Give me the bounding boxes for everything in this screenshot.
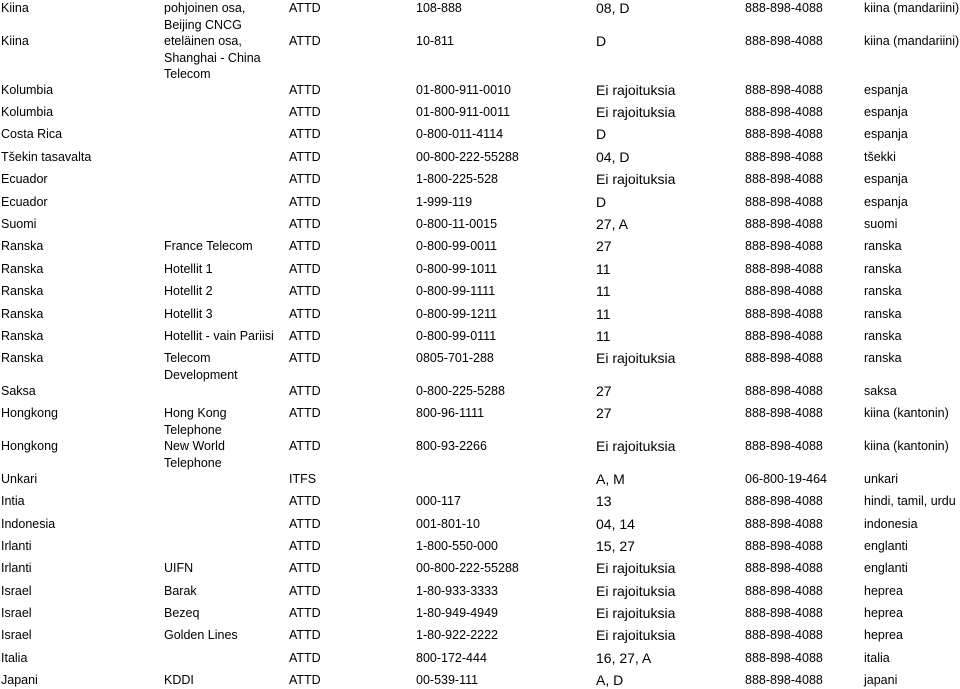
callback-number-cell: 888-898-4088 bbox=[745, 217, 823, 231]
service-type-cell: ATTD bbox=[289, 172, 321, 186]
restriction-cell: 11 bbox=[596, 283, 611, 299]
country-cell: Saksa bbox=[1, 384, 36, 398]
language-cell: ranska bbox=[864, 351, 902, 365]
country-cell: Ranska bbox=[1, 351, 44, 365]
access-number-cell: 800-96-1111 bbox=[416, 406, 485, 420]
language-cell: tšekki bbox=[864, 150, 896, 164]
restriction-cell: A, M bbox=[596, 471, 625, 487]
language-cell: heprea bbox=[864, 628, 903, 642]
access-number-cell: 0-800-99-0111 bbox=[416, 329, 497, 343]
language-cell: saksa bbox=[864, 384, 897, 398]
callback-number-cell: 06-800-19-464 bbox=[745, 472, 828, 486]
language-cell: ranska bbox=[864, 307, 902, 321]
access-number-cell: 01-800-911-0010 bbox=[416, 83, 511, 97]
callback-number-cell: 888-898-4088 bbox=[745, 439, 823, 453]
callback-number-cell: 888-898-4088 bbox=[745, 561, 823, 575]
restriction-cell: 27 bbox=[596, 405, 612, 421]
callback-number-cell: 888-898-4088 bbox=[745, 239, 823, 253]
service-type-cell: ATTD bbox=[289, 195, 321, 209]
service-type-cell: ATTD bbox=[289, 584, 321, 598]
language-cell: ranska bbox=[864, 329, 902, 343]
language-cell: indonesia bbox=[864, 517, 918, 531]
restriction-cell: 11 bbox=[596, 328, 611, 344]
language-cell: espanja bbox=[864, 83, 908, 97]
service-type-cell: ATTD bbox=[289, 673, 321, 687]
access-number-cell: 1-800-225-528 bbox=[416, 172, 499, 186]
country-cell: Kolumbia bbox=[1, 105, 54, 119]
operator-cell: Golden Lines bbox=[164, 628, 238, 642]
service-type-cell: ATTD bbox=[289, 439, 321, 453]
callback-number-cell: 888-898-4088 bbox=[745, 628, 823, 642]
country-cell: Israel bbox=[1, 584, 32, 598]
country-cell: Intia bbox=[1, 494, 25, 508]
operator-cell: Hotellit 2 bbox=[164, 284, 213, 298]
access-number-cell: 1-80-922-2222 bbox=[416, 628, 499, 642]
restriction-cell: 16, 27, A bbox=[596, 650, 652, 666]
access-number-cell: 0-800-99-1111 bbox=[416, 284, 496, 298]
language-cell: heprea bbox=[864, 584, 903, 598]
callback-number-cell: 888-898-4088 bbox=[745, 127, 823, 141]
callback-number-cell: 888-898-4088 bbox=[745, 262, 823, 276]
language-cell: espanja bbox=[864, 172, 908, 186]
service-type-cell: ATTD bbox=[289, 127, 321, 141]
operator-cell: pohjoinen osa, Beijing CNCG bbox=[164, 1, 246, 32]
access-number-cell: 1-80-949-4949 bbox=[416, 606, 499, 620]
country-cell: Hongkong bbox=[1, 439, 58, 453]
country-cell: Irlanti bbox=[1, 539, 32, 553]
country-cell: Ranska bbox=[1, 329, 44, 343]
operator-cell: KDDI bbox=[164, 673, 194, 687]
operator-cell: eteläinen osa, Shanghai - China Telecom bbox=[164, 34, 261, 81]
restriction-cell: Ei rajoituksia bbox=[596, 350, 676, 366]
restriction-cell: 27 bbox=[596, 238, 612, 254]
callback-number-cell: 888-898-4088 bbox=[745, 150, 823, 164]
language-cell: kiina (kantonin) bbox=[864, 439, 949, 453]
restriction-cell: 15, 27 bbox=[596, 538, 635, 554]
service-type-cell: ATTD bbox=[289, 217, 321, 231]
service-type-cell: ATTD bbox=[289, 329, 321, 343]
country-cell: Israel bbox=[1, 606, 32, 620]
country-cell: Costa Rica bbox=[1, 127, 63, 141]
access-number-cell: 000-117 bbox=[416, 494, 461, 508]
country-cell: Israel bbox=[1, 628, 32, 642]
language-cell: ranska bbox=[864, 284, 902, 298]
access-number-cell: 00-539-111 bbox=[416, 673, 479, 687]
service-type-cell: ATTD bbox=[289, 517, 321, 531]
country-cell: Ecuador bbox=[1, 195, 48, 209]
service-type-cell: ATTD bbox=[289, 561, 321, 575]
service-type-cell: ATTD bbox=[289, 239, 321, 253]
callback-number-cell: 888-898-4088 bbox=[745, 172, 823, 186]
access-number-cell: 01-800-911-0011 bbox=[416, 105, 511, 119]
restriction-cell: D bbox=[596, 194, 607, 210]
service-type-cell: ATTD bbox=[289, 262, 321, 276]
language-cell: suomi bbox=[864, 217, 898, 231]
country-cell: Ranska bbox=[1, 284, 44, 298]
access-number-cell: 00-800-222-55288 bbox=[416, 561, 519, 575]
language-cell: italia bbox=[864, 651, 890, 665]
country-cell: Ranska bbox=[1, 307, 44, 321]
restriction-cell: 04, D bbox=[596, 149, 630, 165]
operator-cell: UIFN bbox=[164, 561, 194, 575]
operator-cell: Hotellit 3 bbox=[164, 307, 213, 321]
restriction-cell: 11 bbox=[596, 306, 611, 322]
access-number-cell: 0-800-99-0011 bbox=[416, 239, 498, 253]
callback-number-cell: 888-898-4088 bbox=[745, 406, 823, 420]
language-cell: kiina (mandariini) bbox=[864, 1, 960, 15]
callback-number-cell: 888-898-4088 bbox=[745, 284, 823, 298]
restriction-cell: Ei rajoituksia bbox=[596, 171, 676, 187]
access-number-cell: 0-800-011-4114 bbox=[416, 127, 504, 141]
language-cell: ranska bbox=[864, 239, 902, 253]
service-type-cell: ATTD bbox=[289, 150, 321, 164]
callback-number-cell: 888-898-4088 bbox=[745, 606, 823, 620]
language-cell: englanti bbox=[864, 561, 908, 575]
country-cell: Kiina bbox=[1, 34, 29, 48]
restriction-cell: Ei rajoituksia bbox=[596, 605, 676, 621]
restriction-cell: A, D bbox=[596, 672, 624, 688]
restriction-cell: Ei rajoituksia bbox=[596, 104, 676, 120]
callback-number-cell: 888-898-4088 bbox=[745, 494, 823, 508]
service-type-cell: ATTD bbox=[289, 307, 321, 321]
language-cell: ranska bbox=[864, 262, 902, 276]
restriction-cell: 08, D bbox=[596, 0, 630, 16]
access-number-cell: 1-999-119 bbox=[416, 195, 473, 209]
operator-cell: France Telecom bbox=[164, 239, 253, 253]
restriction-cell: 04, 14 bbox=[596, 516, 635, 532]
service-type-cell: ATTD bbox=[289, 34, 321, 48]
country-cell: Unkari bbox=[1, 472, 38, 486]
callback-number-cell: 888-898-4088 bbox=[745, 307, 823, 321]
country-cell: Indonesia bbox=[1, 517, 56, 531]
service-type-cell: ATTD bbox=[289, 494, 321, 508]
access-number-cell: 1-800-550-000 bbox=[416, 539, 499, 553]
access-number-cell: 0-800-225-5288 bbox=[416, 384, 505, 398]
access-number-cell: 0-800-99-1211 bbox=[416, 307, 498, 321]
restriction-cell: 27 bbox=[596, 383, 612, 399]
language-cell: hindi, tamil, urdu bbox=[864, 494, 956, 508]
operator-cell: Hong Kong Telephone bbox=[164, 406, 227, 437]
language-cell: kiina (kantonin) bbox=[864, 406, 949, 420]
operator-cell: Telecom Development bbox=[164, 351, 238, 382]
country-cell: Tšekin tasavalta bbox=[1, 150, 92, 164]
service-type-cell: ATTD bbox=[289, 606, 321, 620]
service-type-cell: ATTD bbox=[289, 651, 321, 665]
country-cell: Hongkong bbox=[1, 406, 58, 420]
restriction-cell: 11 bbox=[596, 261, 611, 277]
callback-number-cell: 888-898-4088 bbox=[745, 651, 823, 665]
operator-cell: Hotellit - vain Pariisi bbox=[164, 329, 274, 343]
operator-cell: Bezeq bbox=[164, 606, 200, 620]
callback-number-cell: 888-898-4088 bbox=[745, 195, 823, 209]
access-number-cell: 0805-701-288 bbox=[416, 351, 494, 365]
access-number-cell: 800-93-2266 bbox=[416, 439, 487, 453]
restriction-cell: Ei rajoituksia bbox=[596, 583, 676, 599]
operator-cell: Barak bbox=[164, 584, 197, 598]
service-type-cell: ITFS bbox=[289, 472, 317, 486]
restriction-cell: 27, A bbox=[596, 216, 628, 232]
access-number-cell: 10-811 bbox=[416, 34, 454, 48]
access-number-cell: 0-800-99-1011 bbox=[416, 262, 498, 276]
access-number-cell: 1-80-933-3333 bbox=[416, 584, 499, 598]
callback-number-cell: 888-898-4088 bbox=[745, 105, 823, 119]
service-type-cell: ATTD bbox=[289, 105, 321, 119]
language-cell: espanja bbox=[864, 195, 908, 209]
callback-number-cell: 888-898-4088 bbox=[745, 584, 823, 598]
callback-number-cell: 888-898-4088 bbox=[745, 351, 823, 365]
restriction-cell: Ei rajoituksia bbox=[596, 560, 676, 576]
callback-number-cell: 888-898-4088 bbox=[745, 517, 823, 531]
callback-number-cell: 888-898-4088 bbox=[745, 673, 823, 687]
country-cell: Suomi bbox=[1, 217, 37, 231]
service-type-cell: ATTD bbox=[289, 1, 321, 15]
country-cell: Ecuador bbox=[1, 172, 48, 186]
operator-cell: Hotellit 1 bbox=[164, 262, 213, 276]
restriction-cell: D bbox=[596, 33, 607, 49]
country-cell: Irlanti bbox=[1, 561, 32, 575]
callback-number-cell: 888-898-4088 bbox=[745, 34, 823, 48]
access-number-cell: 0-800-11-0015 bbox=[416, 217, 498, 231]
callback-number-cell: 888-898-4088 bbox=[745, 539, 823, 553]
operator-cell: New World Telephone bbox=[164, 439, 225, 470]
callback-number-cell: 888-898-4088 bbox=[745, 1, 823, 15]
country-cell: Kiina bbox=[1, 1, 29, 15]
language-cell: espanja bbox=[864, 105, 908, 119]
language-cell: espanja bbox=[864, 127, 908, 141]
restriction-cell: Ei rajoituksia bbox=[596, 82, 676, 98]
service-type-cell: ATTD bbox=[289, 83, 321, 97]
language-cell: kiina (mandariini) bbox=[864, 34, 960, 48]
service-type-cell: ATTD bbox=[289, 384, 321, 398]
access-number-cell: 800-172-444 bbox=[416, 651, 487, 665]
restriction-cell: D bbox=[596, 126, 607, 142]
country-cell: Ranska bbox=[1, 262, 44, 276]
access-number-cell: 001-801-10 bbox=[416, 517, 480, 531]
country-cell: Japani bbox=[1, 673, 38, 687]
language-cell: japani bbox=[864, 673, 898, 687]
service-type-cell: ATTD bbox=[289, 539, 321, 553]
language-cell: heprea bbox=[864, 606, 903, 620]
service-type-cell: ATTD bbox=[289, 406, 321, 420]
service-type-cell: ATTD bbox=[289, 628, 321, 642]
restriction-cell: Ei rajoituksia bbox=[596, 627, 676, 643]
country-cell: Italia bbox=[1, 651, 28, 665]
language-cell: englanti bbox=[864, 539, 908, 553]
callback-number-cell: 888-898-4088 bbox=[745, 384, 823, 398]
country-cell: Ranska bbox=[1, 239, 44, 253]
callback-number-cell: 888-898-4088 bbox=[745, 83, 823, 97]
service-type-cell: ATTD bbox=[289, 351, 321, 365]
restriction-cell: 13 bbox=[596, 493, 612, 509]
service-type-cell: ATTD bbox=[289, 284, 321, 298]
restriction-cell: Ei rajoituksia bbox=[596, 438, 676, 454]
language-cell: unkari bbox=[864, 472, 899, 486]
access-number-cell: 00-800-222-55288 bbox=[416, 150, 519, 164]
country-cell: Kolumbia bbox=[1, 83, 54, 97]
callback-number-cell: 888-898-4088 bbox=[745, 329, 823, 343]
access-number-cell: 108-888 bbox=[416, 1, 462, 15]
